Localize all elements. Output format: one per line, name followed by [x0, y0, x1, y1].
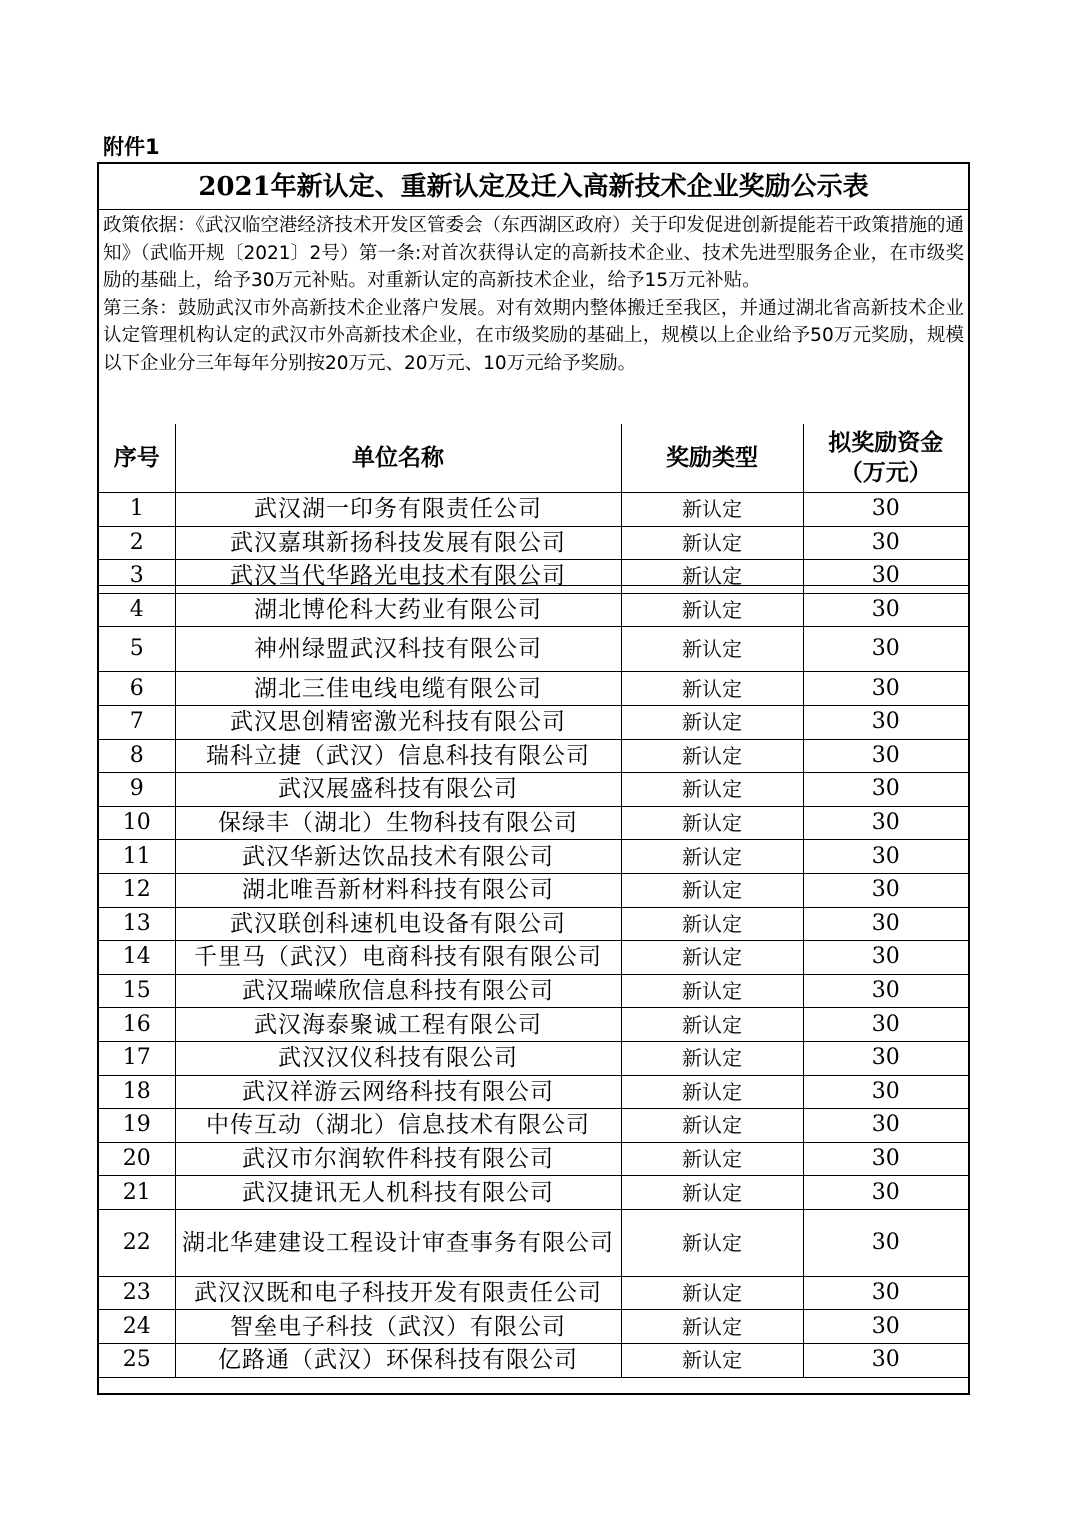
cell-index: 23 — [99, 1276, 175, 1310]
table-row — [99, 1276, 968, 1310]
cell-name: 神州绿盟武汉科技有限公司 — [175, 627, 621, 672]
table-row — [99, 1209, 968, 1276]
cell-amount: 30 — [803, 1008, 968, 1042]
cell-amount: 30 — [803, 1344, 968, 1378]
cell-name: 武汉祥游云网络科技有限公司 — [175, 1075, 621, 1109]
cell-index: 13 — [99, 907, 175, 941]
cell-amount: 30 — [803, 941, 968, 975]
table-row — [99, 1109, 968, 1143]
cell-type: 新认定 — [621, 1209, 803, 1276]
table-row — [99, 1142, 968, 1176]
cell-index: 11 — [99, 840, 175, 874]
attachment-label: 附件1 — [103, 135, 160, 159]
cell-amount: 30 — [803, 773, 968, 807]
cell-name: 湖北华建建设工程设计审查事务有限公司 — [175, 1209, 621, 1276]
cell-name: 武汉瑞嵘欣信息科技有限公司 — [175, 974, 621, 1008]
cell-index: 14 — [99, 941, 175, 975]
cell-amount: 30 — [803, 1310, 968, 1344]
cell-index: 2 — [99, 526, 175, 560]
cell-amount: 30 — [803, 1041, 968, 1075]
cell-index: 25 — [99, 1344, 175, 1378]
cell-amount: 30 — [803, 907, 968, 941]
cell-index: 4 — [99, 593, 175, 627]
cell-type: 新认定 — [621, 941, 803, 975]
cell-type: 新认定 — [621, 526, 803, 560]
table-row — [99, 773, 968, 807]
award-table — [99, 424, 968, 1378]
cell-index: 20 — [99, 1142, 175, 1176]
policy-paragraph-1: 政策依据：《武汉临空港经济技术开发区管委会（东西湖区政府）关于印发促进创新提能若干政策措施的通知》（武临开规〔2021〕2号）第一条:对首次获得认定的高新技术企业、技术先进型服务企业，在市级奖励的基础上，给予30万元补贴。对重新认定的高新技术企业，给予15万元补贴。 — [103, 215, 964, 291]
cell-name: 智垒电子科技（武汉）有限公司 — [175, 1310, 621, 1344]
policy-paragraph-2: 第三条：鼓励武汉市外高新技术企业落户发展。对有效期内整体搬迁至我区，并通过湖北省高新技术企业认定管理机构认定的武汉市外高新技术企业，在市级奖励的基础上，规模以上企业给予50万元奖励，规模以下企业分三年每年分别按20万元、20万元、10万元给予奖励。 — [103, 297, 964, 374]
table-row — [99, 705, 968, 739]
cell-amount: 30 — [803, 1142, 968, 1176]
table-row — [99, 593, 968, 627]
cell-amount: 30 — [803, 560, 968, 594]
cell-name: 瑞科立捷（武汉）信息科技有限公司 — [175, 739, 621, 773]
cell-name: 武汉汉既和电子科技开发有限责任公司 — [175, 1276, 621, 1310]
cell-amount: 30 — [803, 739, 968, 773]
cell-type: 新认定 — [621, 593, 803, 627]
cell-type: 新认定 — [621, 1075, 803, 1109]
cell-type: 新认定 — [621, 560, 803, 594]
cell-name: 千里马（武汉）电商科技有限有限公司 — [175, 941, 621, 975]
cell-type: 新认定 — [621, 1344, 803, 1378]
cell-amount: 30 — [803, 873, 968, 907]
cell-type: 新认定 — [621, 493, 803, 527]
table-row — [99, 974, 968, 1008]
table-row — [99, 1041, 968, 1075]
cell-type: 新认定 — [621, 1310, 803, 1344]
header-amount-text: 拟奖励资金（万元） — [828, 430, 944, 486]
cell-amount: 30 — [803, 974, 968, 1008]
cell-name: 武汉海泰聚诚工程有限公司 — [175, 1008, 621, 1042]
cell-type: 新认定 — [621, 907, 803, 941]
cell-type: 新认定 — [621, 840, 803, 874]
header-type: 奖励类型 — [621, 424, 803, 493]
cell-index: 17 — [99, 1041, 175, 1075]
cell-index: 16 — [99, 1008, 175, 1042]
cell-name: 湖北唯吾新材料科技有限公司 — [175, 873, 621, 907]
cell-name: 武汉当代华路光电技术有限公司 — [175, 560, 621, 594]
cell-name: 武汉展盛科技有限公司 — [175, 773, 621, 807]
cell-name: 武汉联创科速机电设备有限公司 — [175, 907, 621, 941]
cell-type: 新认定 — [621, 1142, 803, 1176]
cell-amount: 30 — [803, 1075, 968, 1109]
cell-amount: 30 — [803, 1276, 968, 1310]
cell-amount: 30 — [803, 627, 968, 672]
table-row — [99, 806, 968, 840]
cell-name: 武汉市尔润软件科技有限公司 — [175, 1142, 621, 1176]
cell-index: 5 — [99, 627, 175, 672]
cell-name: 武汉嘉琪新扬科技发展有限公司 — [175, 526, 621, 560]
cell-name: 武汉捷讯无人机科技有限公司 — [175, 1176, 621, 1210]
cell-amount: 30 — [803, 1109, 968, 1143]
table-row — [99, 873, 968, 907]
cell-index: 9 — [99, 773, 175, 807]
cell-index: 21 — [99, 1176, 175, 1210]
table-row — [99, 1344, 968, 1378]
table-row — [99, 1075, 968, 1109]
table-row — [99, 739, 968, 773]
cell-name: 武汉湖一印务有限责任公司 — [175, 493, 621, 527]
cell-amount: 30 — [803, 1209, 968, 1276]
table-body — [99, 493, 968, 1378]
cell-index: 18 — [99, 1075, 175, 1109]
table-header-row — [99, 424, 968, 493]
cell-type: 新认定 — [621, 974, 803, 1008]
cell-index: 1 — [99, 493, 175, 527]
cell-type: 新认定 — [621, 627, 803, 672]
table-row — [99, 1310, 968, 1344]
award-sheet — [97, 162, 970, 1395]
cell-amount: 30 — [803, 840, 968, 874]
cell-amount: 30 — [803, 593, 968, 627]
header-name: 单位名称 — [175, 424, 621, 493]
table-row — [99, 493, 968, 527]
cell-type: 新认定 — [621, 773, 803, 807]
cell-amount: 30 — [803, 705, 968, 739]
cell-amount: 30 — [803, 672, 968, 706]
cell-type: 新认定 — [621, 1008, 803, 1042]
cell-index: 22 — [99, 1209, 175, 1276]
cell-type: 新认定 — [621, 1276, 803, 1310]
cell-index: 24 — [99, 1310, 175, 1344]
table-row — [99, 672, 968, 706]
cell-amount: 30 — [803, 1176, 968, 1210]
cell-index: 8 — [99, 739, 175, 773]
cell-type: 新认定 — [621, 672, 803, 706]
header-index: 序号 — [99, 424, 175, 493]
cell-name: 武汉思创精密激光科技有限公司 — [175, 705, 621, 739]
cell-index: 10 — [99, 806, 175, 840]
cell-name: 武汉汉仪科技有限公司 — [175, 1041, 621, 1075]
header-amount — [803, 424, 968, 493]
cell-index: 7 — [99, 705, 175, 739]
table-row — [99, 1176, 968, 1210]
cell-index: 19 — [99, 1109, 175, 1143]
cell-index: 12 — [99, 873, 175, 907]
cell-amount: 30 — [803, 806, 968, 840]
cell-index: 6 — [99, 672, 175, 706]
cell-type: 新认定 — [621, 1176, 803, 1210]
cell-name: 中传互动（湖北）信息技术有限公司 — [175, 1109, 621, 1143]
table-row — [99, 1008, 968, 1042]
cell-type: 新认定 — [621, 705, 803, 739]
table-row — [99, 840, 968, 874]
cell-type: 新认定 — [621, 806, 803, 840]
table-row — [99, 526, 968, 560]
table-row — [99, 907, 968, 941]
table-row — [99, 627, 968, 672]
cell-name: 武汉华新达饮品技术有限公司 — [175, 840, 621, 874]
table-row — [99, 560, 968, 594]
cell-amount: 30 — [803, 526, 968, 560]
cell-index: 3 — [99, 560, 175, 594]
cell-index: 15 — [99, 974, 175, 1008]
cell-amount: 30 — [803, 493, 968, 527]
sheet-title: 2021年新认定、重新认定及迁入高新技术企业奖励公示表 — [99, 164, 968, 210]
cell-type: 新认定 — [621, 1109, 803, 1143]
cell-name: 亿路通（武汉）环保科技有限公司 — [175, 1344, 621, 1378]
cell-type: 新认定 — [621, 739, 803, 773]
cell-type: 新认定 — [621, 873, 803, 907]
cell-type: 新认定 — [621, 1041, 803, 1075]
cell-name: 湖北三佳电线电缆有限公司 — [175, 672, 621, 706]
cell-name: 保绿丰（湖北）生物科技有限公司 — [175, 806, 621, 840]
cell-name: 湖北博伦科大药业有限公司 — [175, 593, 621, 627]
table-row — [99, 941, 968, 975]
